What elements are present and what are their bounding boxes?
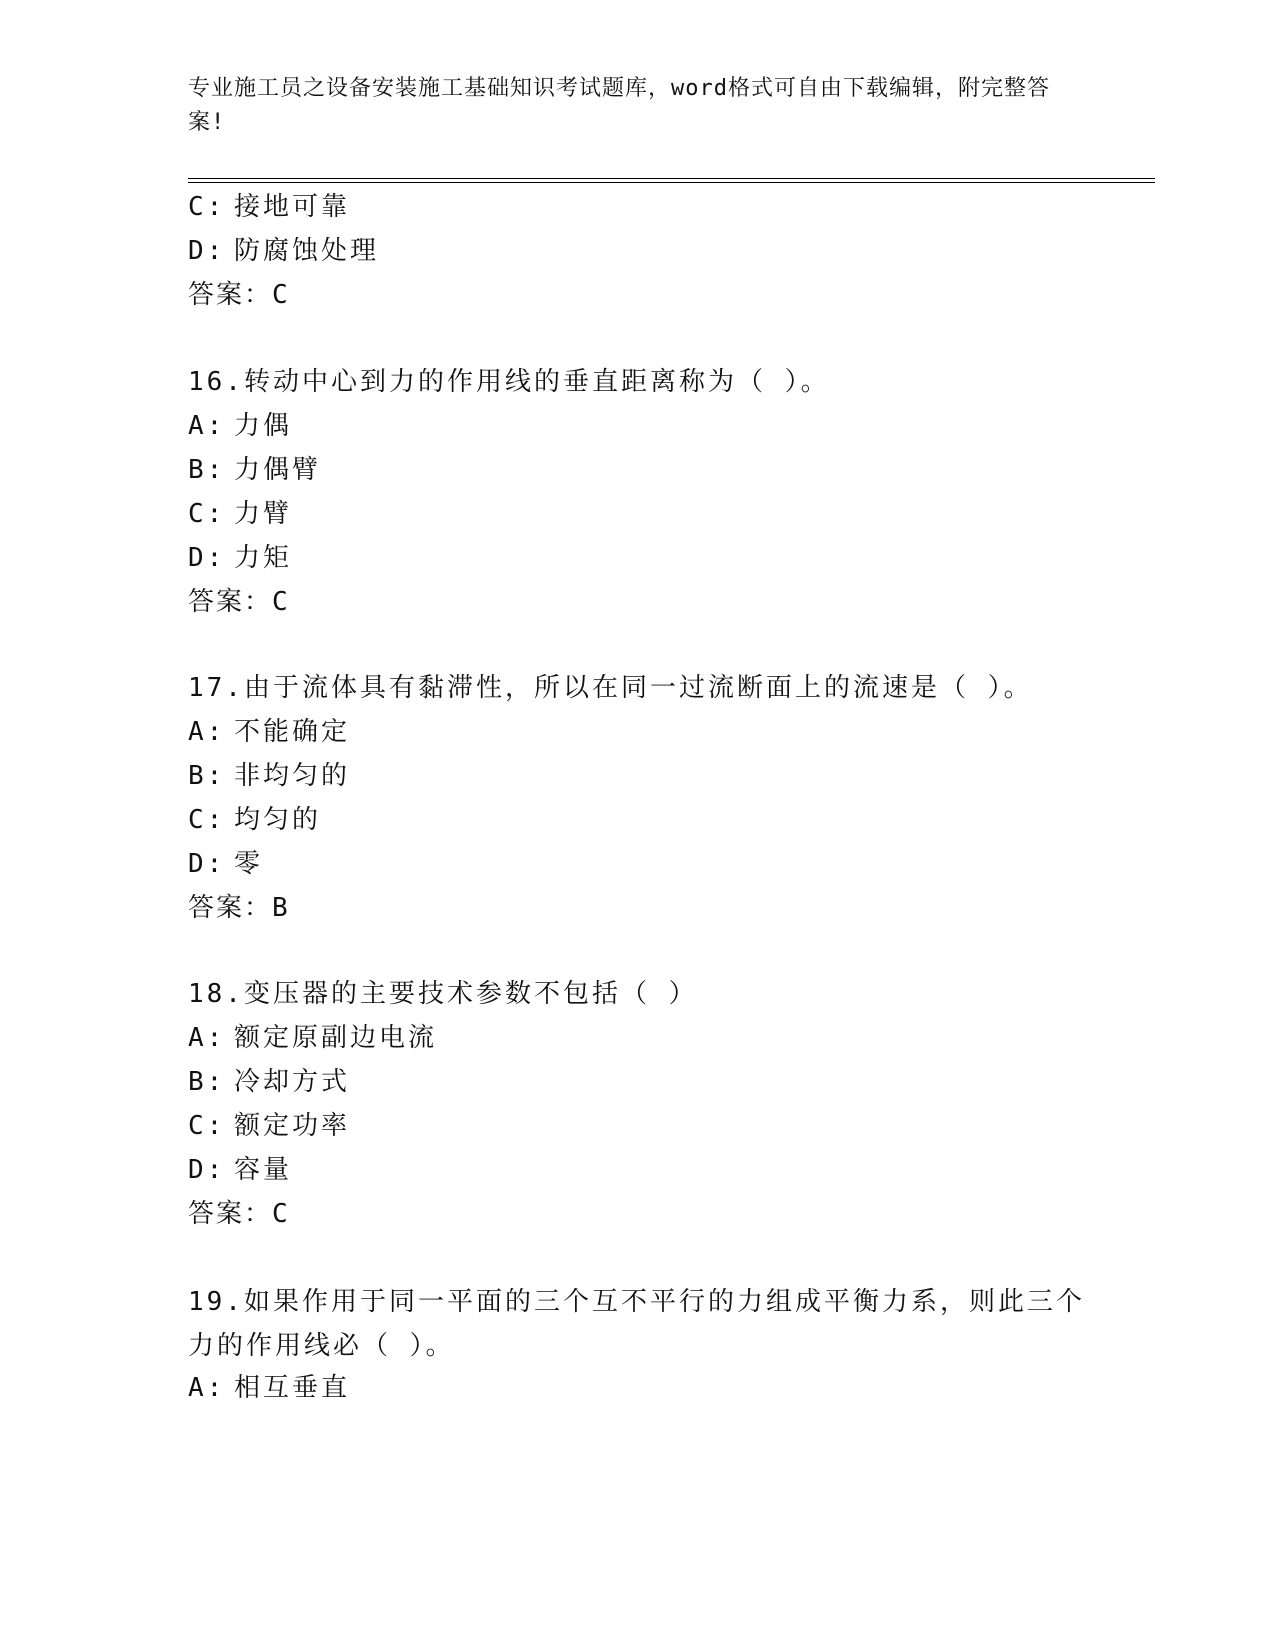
option-text: 力臂 xyxy=(234,499,293,529)
option-c xyxy=(188,1109,350,1143)
answer-value: C xyxy=(272,1199,290,1229)
option-c xyxy=(188,803,321,837)
option-letter: A: xyxy=(188,411,226,441)
option-text: 接地可靠 xyxy=(234,192,351,222)
option-text: 力偶臂 xyxy=(234,455,322,485)
option-letter: D: xyxy=(188,236,226,266)
answer-value: B xyxy=(272,893,290,923)
option-a xyxy=(188,715,350,749)
option-text: 非均匀的 xyxy=(234,761,351,791)
answer-line xyxy=(188,1197,290,1231)
option-d xyxy=(188,234,379,268)
option-letter: D: xyxy=(188,849,226,879)
question-stem: 19.如果作用于同一平面的三个互不平行的力组成平衡力系，则此三个力的作用线必（ ）。 xyxy=(188,1287,1085,1361)
option-letter: B: xyxy=(188,1067,226,1097)
answer-label: 答案： xyxy=(188,587,273,617)
option-text: 相互垂直 xyxy=(234,1373,351,1403)
option-a xyxy=(188,409,292,443)
option-letter: A: xyxy=(188,1023,226,1053)
option-b xyxy=(188,453,321,487)
question-stem: 17.由于流体具有黏滞性，所以在同一过流断面上的流速是（ ）。 xyxy=(188,673,1033,703)
answer-line xyxy=(188,585,290,619)
answer-line xyxy=(188,891,290,925)
document-header: 专业施工员之设备安装施工基础知识考试题库，word格式可自由下载编辑，附完整答案! xyxy=(188,76,1050,135)
option-d xyxy=(188,541,292,575)
answer-value: C xyxy=(272,587,290,617)
option-text: 力矩 xyxy=(234,543,293,573)
option-d xyxy=(188,847,263,881)
option-letter: C: xyxy=(188,499,226,529)
header-divider-top xyxy=(188,178,1155,179)
option-a xyxy=(188,1371,350,1405)
option-text: 额定原副边电流 xyxy=(234,1023,438,1053)
answer-label: 答案： xyxy=(188,1199,273,1229)
option-text: 零 xyxy=(234,849,264,879)
question-stem: 16.转动中心到力的作用线的垂直距离称为（ ）。 xyxy=(188,367,830,397)
answer-label: 答案： xyxy=(188,280,273,310)
option-d xyxy=(188,1153,292,1187)
option-text: 容量 xyxy=(234,1155,293,1185)
header-divider-bottom xyxy=(188,182,1155,183)
option-letter: B: xyxy=(188,761,226,791)
option-letter: A: xyxy=(188,1373,226,1403)
question-stem: 18.变压器的主要技术参数不包括（ ） xyxy=(188,979,698,1009)
option-text: 防腐蚀处理 xyxy=(234,236,380,266)
option-letter: C: xyxy=(188,805,226,835)
option-text: 不能确定 xyxy=(234,717,351,747)
option-a xyxy=(188,1021,437,1055)
option-text: 冷却方式 xyxy=(234,1067,351,1097)
option-letter: A: xyxy=(188,717,226,747)
option-letter: D: xyxy=(188,1155,226,1185)
option-letter: C: xyxy=(188,1111,226,1141)
option-text: 均匀的 xyxy=(234,805,322,835)
answer-value: C xyxy=(272,280,290,310)
option-letter: B: xyxy=(188,455,226,485)
option-letter: C: xyxy=(188,192,226,222)
option-text: 力偶 xyxy=(234,411,293,441)
option-letter: D: xyxy=(188,543,226,573)
option-b xyxy=(188,759,350,793)
option-c xyxy=(188,497,292,531)
answer-line xyxy=(188,278,290,312)
option-c xyxy=(188,190,350,224)
answer-label: 答案： xyxy=(188,893,273,923)
option-b xyxy=(188,1065,350,1099)
option-text: 额定功率 xyxy=(234,1111,351,1141)
